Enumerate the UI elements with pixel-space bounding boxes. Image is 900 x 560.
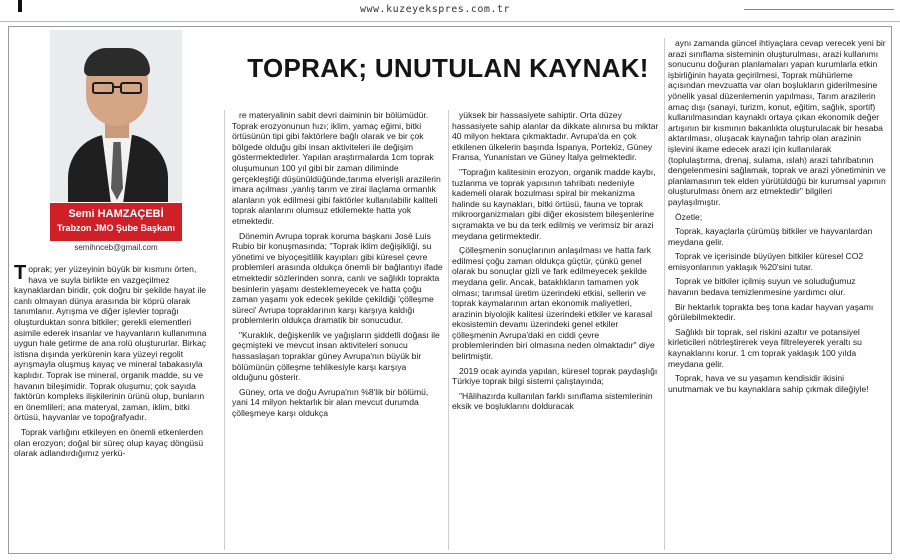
article-paragraph: Toprak ve bitkiler içilmiş suyun ve soluduğumuz havanın bedava temizlenmesine yardımcı olur. <box>668 276 856 298</box>
article-paragraph: yüksek bir hassasiyete sahiptir. Orta düzey hassasiyete sahip alanlar da dikkate alınırsa bu miktar 40 milyon hektara çıkmaktadır. Avrupa'da en çok etkilenen ülkelerin başında İspanya, Portekiz, Güney Fransa, Yunanistan ve Güney İtalya gelmektedir. <box>452 110 659 163</box>
article-paragraph: 2019 ocak ayında yapılan, küresel toprak paydaşlığı Türkiye toprak bilgi sistemi çalıştayında; <box>452 365 658 387</box>
article-paragraph: Özetle; <box>675 211 703 222</box>
article-paragraph: "Kuraklık, değişkenlik ve yağışların şiddetli doğası ile geçmişteki ve mevcut insan aktiviteleri sonucu hassaslaşan topraklar güney Avrupa'nın büyük bir bölümünün çölleşme tehlikesiyle karşı karşıya olduğunu gösterir. <box>232 329 440 383</box>
article-paragraph: Toprak varlığını etkileyen en önemli etkenlerden olan erozyon; doğal bir süreç olup kayaç döngüsü olarak adlandırdığımız yerkü- <box>14 426 204 459</box>
author-photo-glasses-right <box>120 82 142 94</box>
column-divider <box>448 110 449 550</box>
site-url: www.kuzeyekspres.com.tr <box>360 4 510 15</box>
article-paragraph: Çölleşmenin sonuçlarının anlaşılması ve hatta fark edilmesi çoğu zaman oldukça güçtür, çünkü genel olarak bu sonuçlar gizli ve fark edilmeyecek şekilde meydana gelir. Ancak, bataklıkların tamamen yok olması; tarımsal üretim üzerindeki etkisi, sellerin ve toprak kaymalarının artan ekonomik maliyetleri, arazinin biyolojik kalitesi üzerindeki etkiler ve karasal ekosistemin devamı üzerindeki genel etkiler çölleşmenin Avrupa'daki en ciddi çevre problemlerinden biri olmasına neden olmaktadır" diye belirtmiştir. <box>452 245 655 362</box>
article-paragraph: Toprak, hava ve su yaşamın kendisidir ikisini unutmamak ve bu kaynaklara sahip çıkmak dileğiyle! <box>668 373 869 394</box>
header-rule <box>744 0 894 10</box>
article-paragraph: Bir hektarlık toprakta beş tona kadar hayvan yaşamı görülebilmektedir. <box>668 301 874 323</box>
column-mark <box>18 0 22 12</box>
article-paragraph: Dönemin Avrupa toprak koruma başkanı José Luis Rubio bir konuşmasında; "Toprak iklim değişikliği, su yönetimi ve biyoçeşitlilik kayıpları gibi küresel çevre problemleri arasında oldukça önemli bir bağlantıyı ifade etmektedir sözlerinden sonra, canlı ve sağlıklı toprakta besinlerin yaşamı desteklemeyecek ve hatta çoğu zaman yaşamı yok edecek şekilde çekildiği 'çölleşme süreci' Avrupa topraklarının karşı karşıya kaldığı problemlerin oldukça dramatik bir sonucudur. <box>232 230 443 326</box>
article-column-2 <box>232 110 444 423</box>
article-paragraph: Sağlıklı bir toprak, sel riskini azaltır ve potansiyel kirleticileri nötrleştirerek veya filtreleyerek yeraltı su kaynaklarını korur. 1 cm toprak yaklaşık 100 yılda meydana gelir. <box>668 326 862 369</box>
author-role: Trabzon JMO Şube Başkanı <box>56 223 176 233</box>
column-divider <box>224 110 225 550</box>
article-paragraph: re materyalinin sabit devri daiminin bir bölümüdür. Toprak erozyonunun hızı; iklim, yamaç eğimi, bitki örtüsünün tipi gibi faktörlere bağlı olarak ve bir çok bölgede olduğu gibi insan aktiviteleri ile değişim göstermektedirler. Yapılan araştırmalarda 1cm toprak oluşumunun 100 yıl gibi bir zaman diliminde gerçekleştiği düşünüldüğünde,tarıma elverişli arazilerin imara açılması ,yanlış tarım ve zirai ilaçlama ormanlık alanların yok edilmesi gibi faktörler kullanılabilir kaliteli toprak alanlarını olumsuz etkilemekte hatta yok etmektedir. <box>232 110 441 226</box>
article-column-1 <box>14 264 214 463</box>
article-paragraph: "Toprağın kalitesinin erozyon, organik madde kaybı, tuzlanma ve toprak yapısının tahribatı nedeniyle kademeli olarak bozulması spiral bir mekanizma halinde su kaynakları, bitki örtüsü, fauna ve toprak mikroorganizmaları gibi diğer ekosistem bileşenlerine sıçramakta ve bu da terk edilmiş ve verimsiz bir arazi meydana getirmektedir. <box>452 166 656 241</box>
author-name-box <box>50 203 182 241</box>
author-photo-glasses-left <box>92 82 114 94</box>
article-column-4 <box>668 38 886 398</box>
page-header-bar <box>0 0 900 22</box>
article-paragraph: Toprak, kayaçlarla çürümüş bitkiler ve hayvanlardan meydana gelir. <box>668 226 873 247</box>
author-email: semihnceb@gmail.com <box>74 243 158 252</box>
author-photo-hair <box>84 48 150 76</box>
article-paragraph: "Hâlihazırda kullanılan farklı sınıflama sistemlerinin eksik ve boşluklarını dolduracak <box>452 390 653 412</box>
article-paragraph: aynı zamanda güncel ihtiyaçlara cevap verecek yeni bir arazi sınıflama sisteminin oluşturulması, arazi kullanımı sonucunu doğuran planlamaları yapan kurumlarla etkin işbirliğinin hayata geçirilmesi, Toprak mühürleme açısından mevzuatta var olan boşlukların giderilmesine yönelik yasal düzenlemenin yapılması, Tarım arazilerin amaç dışı (sanayi, turizm, konut, eğitim, sağlık, sportif) kullanılmasından kaynaklı ortaya çıkan ekonomik değer artışının bir kısmının bakanlıkta oluşturulacak bir hesaba aktarılması, oluşacak kaynağın tahrip olan arazinin işlevini ikame edecek arazi için kullanılarak (toplulaştırma, drenaj, sulama, ıslah) arazi tahribatının dengelenmesini sağlamak, toprak ve arazi yönetiminin ve planlamasının tek elden yürütüldüğü bir kurumsal yapının oluşturulması önem arz etmektedir" bilgileri paylaşılmıştır. <box>668 38 886 207</box>
article-paragraph: Toprak; yer yüzeyinin büyük bir kısmını örten, hava ve suyla birlikte en vazgeçilmez kaynaklardan biridir, çok doğru bir şekilde hayat ile canlı olmayan dünya arasında bir köprü olarak tanımlanır. Ayrışma ve diğer işlevler toprağı oluşturduktan sonra bitkiler; gerekli elementleri asimile ederek insanlar ve hayvanların kullanımına uygun hale getirme de ana rolü oluştururlar. Birkaç istisna dışında yerkürenin kara yüzeyi regolit ayrışmayla oluşmuş kayaç ve mineral tabakasıyla kaplıdır. Toprak ise mineral, organik madde, su ve havanın bileşimidir. Toprak oluşumu; çok sayıda faktörün kompleks ilişkilerinin ürünü olup, bunların en önemlileri; ana materyal, zaman, iklim, bitki örtüsü, hayvanlar ve topoğrafyadır. <box>14 262 207 423</box>
drop-cap: T <box>14 262 27 284</box>
article-headline: TOPRAK; UNUTULAN KAYNAK! <box>247 53 649 83</box>
article-paragraph: Toprak ve içerisinde büyüyen bitkiler küresel CO2 emisyonlarının yaklaşık %20'sini tutar. <box>668 251 864 272</box>
column-divider <box>664 38 665 550</box>
article-paragraph: Güney, orta ve doğu Avrupa'nın %8'lik bir bölümü, yani 14 milyon hektarlık bir alan mevcut durumda çölleşmeye karşı oldukça <box>232 386 429 419</box>
author-photo-glasses-bridge <box>113 86 121 88</box>
article-column-3 <box>452 110 660 416</box>
author-name: Semi HAMZAÇEBİ <box>68 208 164 220</box>
author-photo <box>50 30 182 202</box>
